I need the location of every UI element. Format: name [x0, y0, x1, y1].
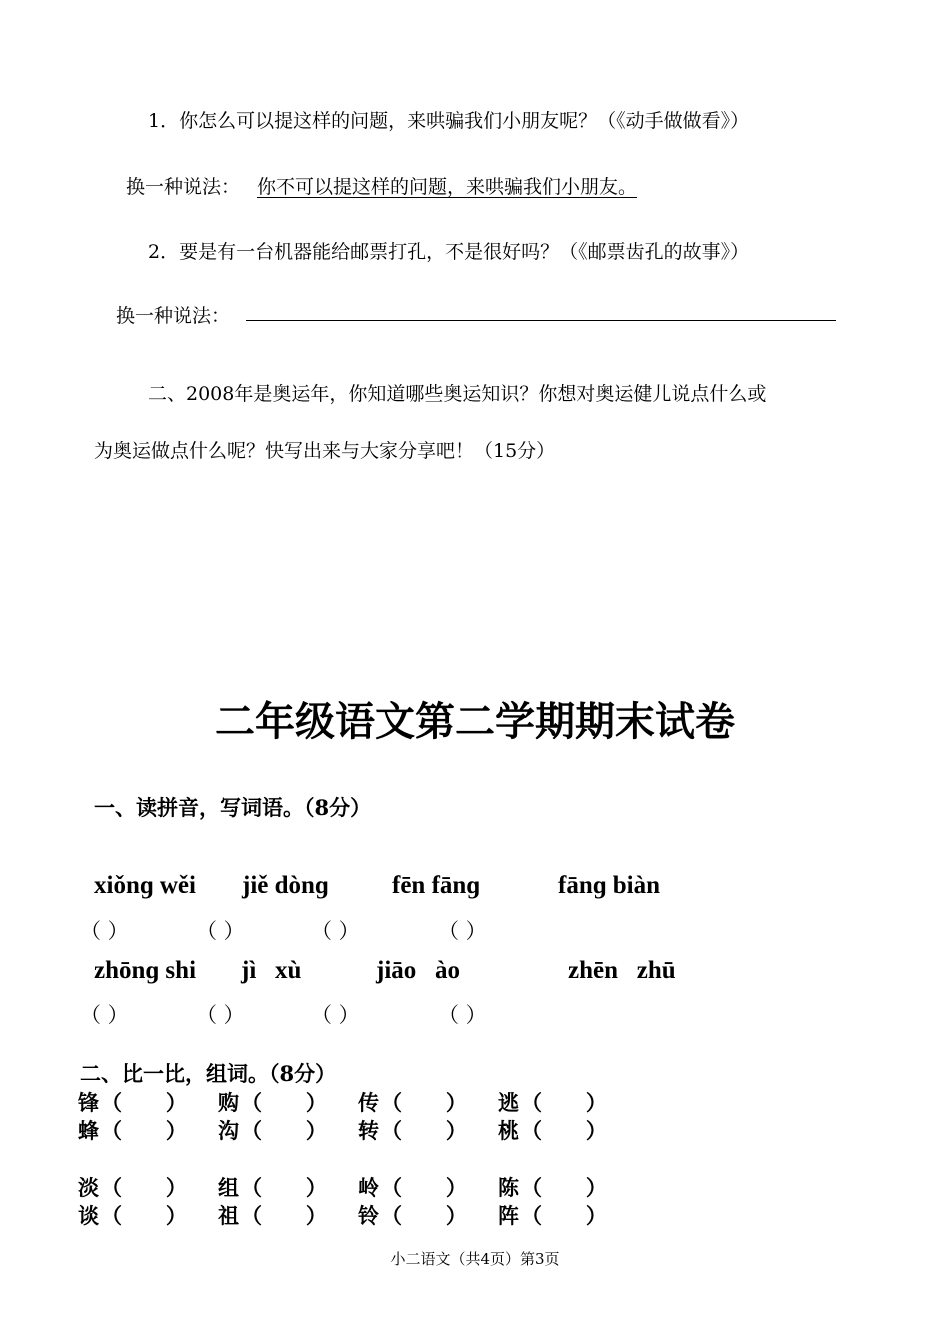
- page-footer: 小二语文（共4页）第3页: [390, 1250, 560, 1268]
- answer-blank[interactable]: （ ）: [101, 1175, 187, 1200]
- answer-blank[interactable]: （ ）: [381, 1118, 467, 1143]
- compare-char: 祖: [218, 1203, 239, 1228]
- answer-blank[interactable]: （ ）: [196, 919, 245, 943]
- pinyin-item: zhōnɡ shi: [94, 957, 197, 984]
- pinyin-item: fēn fānɡ: [392, 872, 481, 899]
- answer-blank[interactable]: （ ）: [241, 1118, 327, 1143]
- compare-char: 蜂: [78, 1118, 99, 1143]
- answer-blank[interactable]: （ ）: [196, 1003, 245, 1027]
- compare-char: 传: [358, 1090, 379, 1115]
- answer-blank[interactable]: （ ）: [101, 1203, 187, 1228]
- answer-blank[interactable]: （ ）: [80, 919, 129, 943]
- answer-blank[interactable]: （ ）: [311, 919, 360, 943]
- section-2-heading: 二、比一比，组词。（8分）: [80, 1061, 337, 1086]
- section-1-heading: 一、读拼音，写词语。（8分）: [94, 795, 372, 820]
- pinyin-item: jiě dònɡ: [242, 872, 329, 899]
- question-1-answer: 你不可以提这样的问题，来哄骗我们小朋友。: [257, 176, 638, 198]
- answer-blank[interactable]: （ ）: [241, 1175, 327, 1200]
- page-title: 二年级语文第二学期期末试卷: [215, 698, 735, 745]
- answer-blank[interactable]: （ ）: [381, 1175, 467, 1200]
- question-1-text: 1．你怎么可以提这样的问题，来哄骗我们小朋友呢？（《动手做做看》）: [148, 110, 750, 132]
- question-2-text: 2．要是有一台机器能给邮票打孔，不是很好吗？（《邮票齿孔的故事》）: [148, 241, 750, 263]
- pinyin-item: fānɡ biàn: [558, 872, 661, 899]
- compare-char: 岭: [358, 1175, 379, 1200]
- compare-char: 锋: [78, 1090, 99, 1115]
- answer-blank-line: [246, 320, 836, 321]
- compare-char: 谈: [78, 1203, 99, 1228]
- compare-char: 桃: [498, 1118, 519, 1143]
- section-2-olympics-line-1: 二、2008年是奥运年，你知道哪些奥运知识？你想对奥运健儿说点什么或: [148, 383, 767, 405]
- answer-blank[interactable]: （ ）: [80, 1003, 129, 1027]
- answer-blank[interactable]: （ ）: [438, 1003, 487, 1027]
- answer-blank[interactable]: （ ）: [311, 1003, 360, 1027]
- question-2-label: 换一种说法：: [116, 305, 231, 327]
- compare-char: 购: [218, 1090, 239, 1115]
- compare-char: 铃: [358, 1203, 379, 1228]
- pinyin-item: zhēn zhū: [568, 957, 676, 984]
- answer-blank[interactable]: （ ）: [521, 1090, 607, 1115]
- answer-blank[interactable]: （ ）: [438, 919, 487, 943]
- answer-blank[interactable]: （ ）: [381, 1203, 467, 1228]
- compare-char: 转: [358, 1118, 379, 1143]
- question-1-label: 换一种说法：: [126, 176, 241, 198]
- answer-blank[interactable]: （ ）: [521, 1203, 607, 1228]
- compare-char: 淡: [78, 1175, 99, 1200]
- compare-char: 陈: [498, 1175, 519, 1200]
- compare-char: 阵: [498, 1203, 519, 1228]
- section-2-olympics-line-2: 为奥运做点什么呢？快写出来与大家分享吧！（15分）: [94, 440, 556, 462]
- answer-blank[interactable]: （ ）: [521, 1118, 607, 1143]
- compare-char: 沟: [218, 1118, 239, 1143]
- answer-blank[interactable]: （ ）: [381, 1090, 467, 1115]
- answer-blank[interactable]: （ ）: [101, 1090, 187, 1115]
- answer-blank[interactable]: （ ）: [241, 1203, 327, 1228]
- answer-blank[interactable]: （ ）: [241, 1090, 327, 1115]
- pinyin-item: jiāo ào: [376, 957, 461, 984]
- compare-char: 组: [218, 1175, 239, 1200]
- compare-char: 逃: [498, 1090, 519, 1115]
- answer-blank[interactable]: （ ）: [521, 1175, 607, 1200]
- pinyin-item: xiǒnɡ wěi: [94, 872, 196, 899]
- pinyin-item: jì xù: [241, 957, 302, 984]
- answer-blank[interactable]: （ ）: [101, 1118, 187, 1143]
